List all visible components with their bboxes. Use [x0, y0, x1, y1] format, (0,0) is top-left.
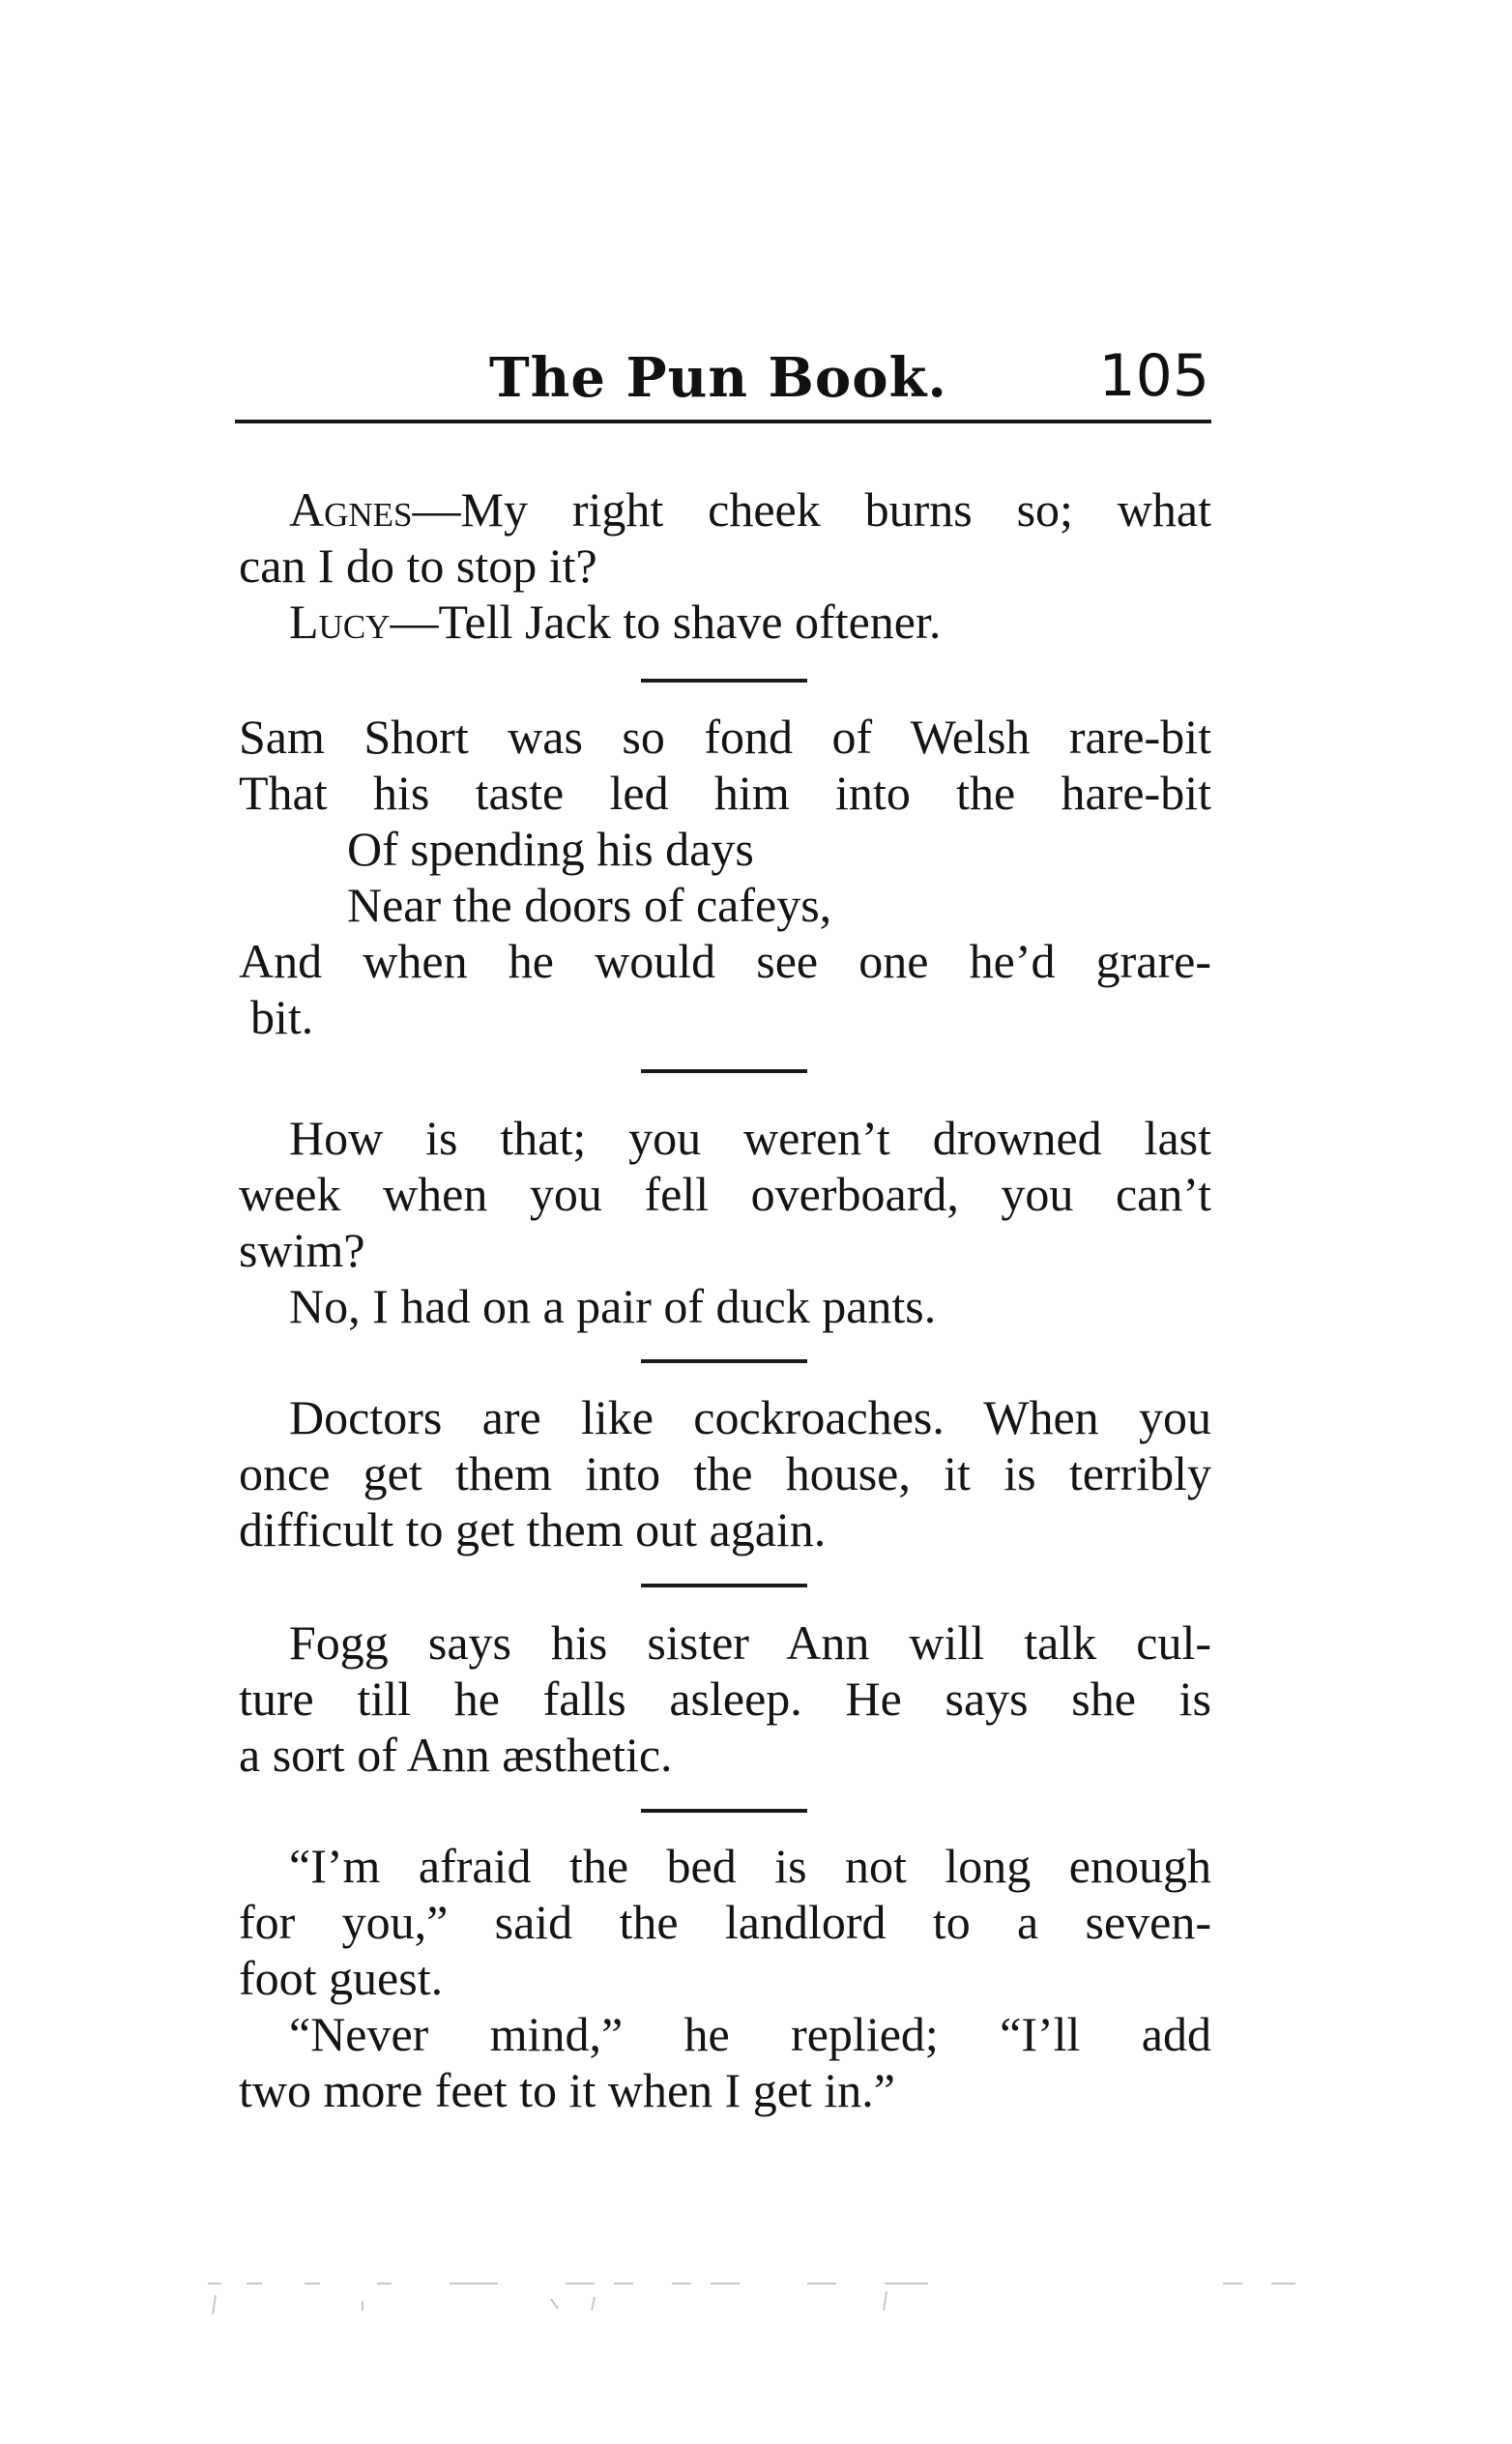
verse-line: bit. [250, 990, 314, 1044]
scan-noise-marks [208, 2272, 1310, 2320]
pun-ann-aesthetic [239, 1615, 1211, 1783]
speaker-name: Agnes [289, 482, 413, 537]
text-line: difficult to get them out again. [239, 1502, 827, 1557]
verse-line: Near the doors of cafeys, [347, 878, 832, 932]
separator-rule [641, 679, 807, 683]
text-line: ture till he falls asleep. He says she is [239, 1672, 1211, 1726]
text-line: for you,” said the landlord to a seven- [239, 1895, 1211, 1949]
verse-line: And when he would see one he’d grare- [239, 934, 1211, 988]
text-line: How is that; you weren’t drowned last [289, 1111, 1211, 1165]
separator-rule [641, 1584, 807, 1587]
pun-bed-long-enough [239, 1838, 1211, 2118]
verse-line: Sam Short was so fond of Welsh rare-bit [239, 710, 1211, 764]
page-number: 105 [1098, 342, 1209, 410]
text-line: once get them into the house, it is terribly [239, 1446, 1211, 1500]
scan-artifacts [208, 2272, 1310, 2320]
separator-rule [641, 1069, 807, 1073]
text-line: swim? [239, 1223, 365, 1277]
text-line: Agnes—My right cheek burns so; what [289, 482, 1211, 537]
text-line: Fogg says his sister Ann will talk cul- [289, 1615, 1211, 1670]
pun-doctors-cockroaches [239, 1389, 1211, 1557]
text-line: Lucy—Tell Jack to shave oftener. [289, 595, 942, 649]
verse-line: That his taste led him into the hare-bit [239, 766, 1211, 820]
running-title: The Pun Book. [489, 346, 947, 410]
text-line: a sort of Ann æsthetic. [239, 1728, 673, 1782]
separator-rule [641, 1809, 807, 1813]
text-line: foot guest. [239, 1951, 444, 2005]
pun-limerick-rarebit [239, 709, 1211, 1045]
separator-rule [641, 1359, 807, 1363]
text-line: No, I had on a pair of duck pants. [289, 1279, 937, 1333]
pun-agnes-lucy [239, 481, 1211, 650]
speaker-name: Lucy [289, 595, 391, 649]
page-header [235, 338, 1211, 425]
pun-duck-pants [239, 1110, 1211, 1334]
text-line: “I’m afraid the bed is not long enough [289, 1839, 1211, 1893]
verse-line: Of spending his days [347, 822, 754, 876]
text-line: can I do to stop it? [239, 538, 597, 593]
text-line: week when you fell overboard, you can’t [239, 1167, 1211, 1221]
text-line: Doctors are like cockroaches. When you [289, 1390, 1211, 1444]
text-line: “Never mind,” he replied; “I’ll add [289, 2007, 1211, 2061]
header-rule [235, 420, 1211, 423]
text-line: two more feet to it when I get in.” [239, 2063, 895, 2117]
